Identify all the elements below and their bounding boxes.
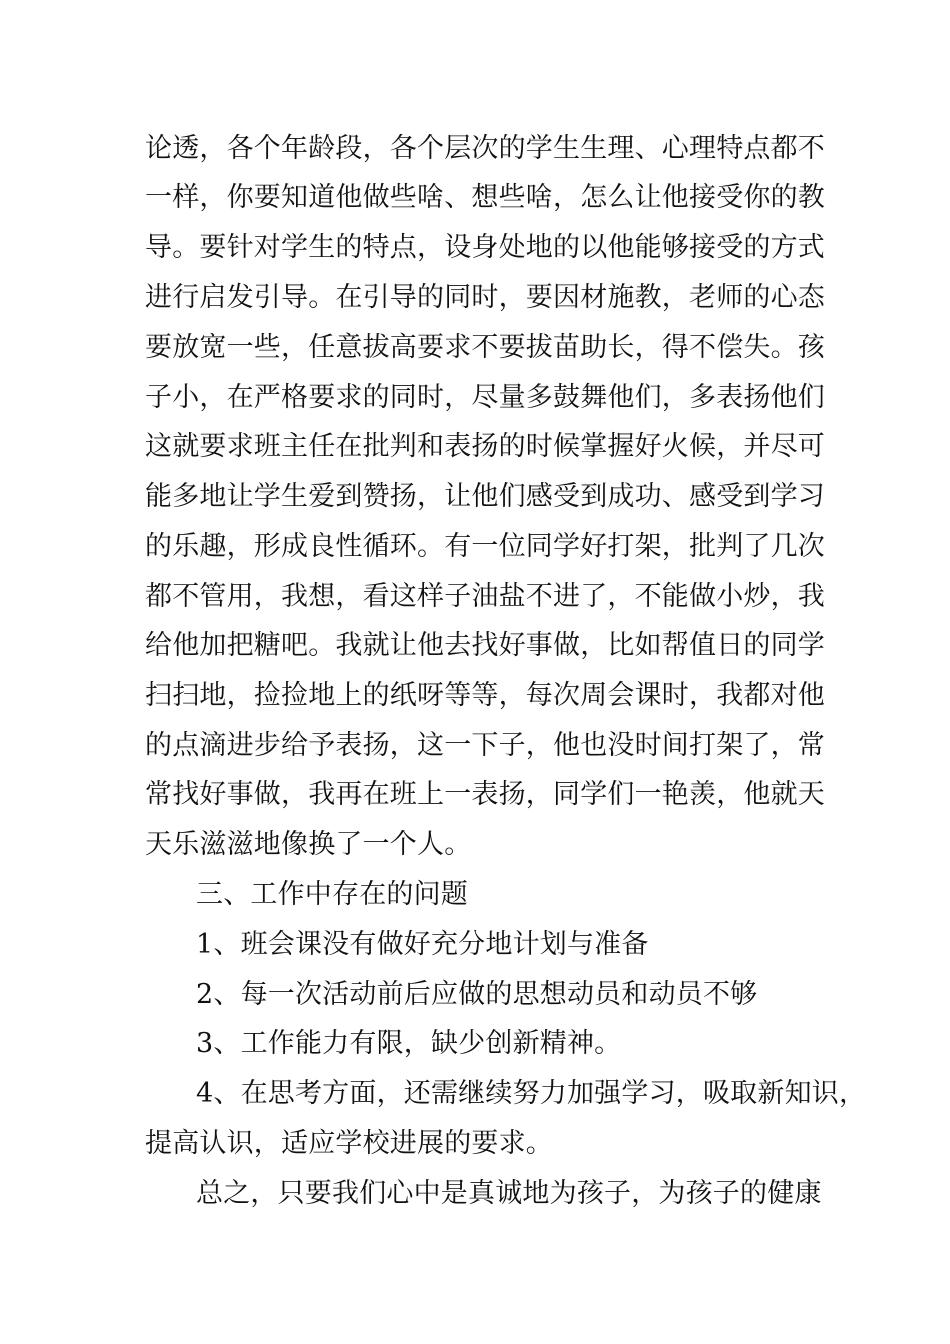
body-text-line: 天乐滋滋地像换了一个人。 [145,829,472,860]
body-text-line: 的点滴进步给予表扬，这一下子，他也没时间打架了，常 [145,730,825,761]
body-text-line: 扫扫地，捡捡地上的纸呀等等，每次周会课时，我都对他 [145,680,825,711]
body-text-line: 都不管用，我想，看这样子油盐不进了，不能做小炒，我 [145,581,825,612]
body-text-line: 的乐趣，形成良性循环。有一位同学好打架，批判了几次 [145,531,825,562]
list-item: 1、班会课没有做好充分地计划与准备 [196,929,649,960]
body-text-line: 常找好事做，我再在班上一表扬，同学们一艳羡，他就天 [145,779,825,810]
body-text-line: 要放宽一些，任意拔高要求不要拔苗助长，得不偿失。孩 [145,332,825,363]
list-item: 4、在思考方面，还需继续努力加强学习，吸取新知识， [196,1078,867,1109]
list-item: 2、每一次活动前后应做的思想动员和动员不够 [196,979,758,1010]
body-text-line: 给他加把糖吧。我就让他去找好事做，比如帮值日的同学 [145,630,825,661]
body-text-line: 导。要针对学生的特点，设身处地的以他能够接受的方式 [145,232,825,263]
list-item: 3、工作能力有限，缺少创新精神。 [196,1028,622,1059]
body-text-line: 总之，只要我们心中是真诚地为孩子，为孩子的健康 [196,1178,822,1209]
body-text-line: 论透，各个年龄段，各个层次的学生生理、心理特点都不 [145,133,825,164]
body-text-line: 一样，你要知道他做些啥、想些啥，怎么让他接受你的教 [145,182,825,213]
section-heading: 三、工作中存在的问题 [196,879,468,910]
body-text-line: 提高认识，适应学校进展的要求。 [145,1128,553,1159]
body-text-line: 这就要求班主任在批判和表扬的时候掌握好火候，并尽可 [145,431,825,462]
body-text-line: 子小，在严格要求的同时，尽量多鼓舞他们，多表扬他们 [145,382,825,413]
body-text-line: 进行启发引导。在引导的同时，要因材施教，老师的心态 [145,282,825,313]
body-text-line: 能多地让学生爱到赞扬，让他们感受到成功、感受到学习 [145,481,825,512]
